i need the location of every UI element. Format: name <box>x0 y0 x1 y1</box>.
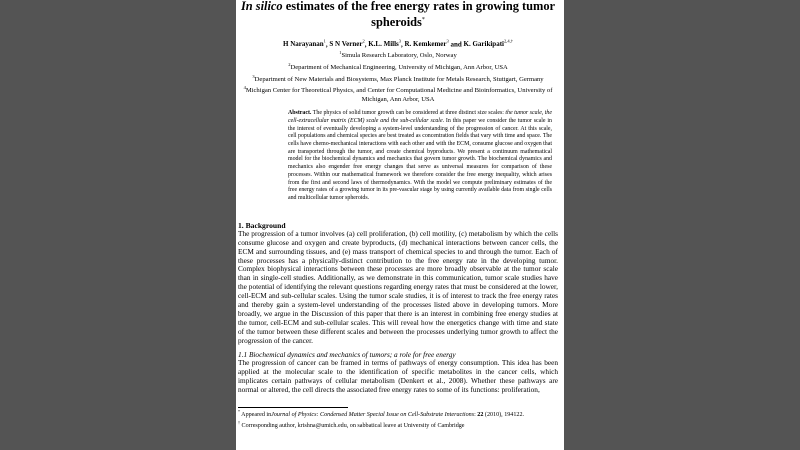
author-list: H Narayanan$^1$, S N Verner$^2$, K.L. Mills$^3$, R. Kemkemer$^3$ and K. Garikipati$^{2,4,\dagger}$ <box>283 39 513 49</box>
author: S N Verner$^2$ <box>329 39 365 49</box>
title-italic: In silico <box>240 0 283 13</box>
document-page <box>236 0 564 450</box>
abstract: Abstract. The physics of solid tumor growth can be considered at three distinct size scales: the tumor scale, the cell-extracellular matrix (ECM) scale and the sub-cellular scale. In this paper we consider the tumor scale in the interest of eventually developing a system-level understanding of the progression of cancer. At this scale, cell populations and chemical species are best treated as concentration fields that vary with time and space. The cells have chemo-mechanical interactions with each other and with the ECM, consume glucose and oxygen that are transported through the tumor, and create chemical byproducts. We present a continuum mathematical model for the biochemical dynamics and mechanics that govern tumor growth. The biochemical dynamics and mechanics also engender free energy changes that serve as universal measures for comparison of these processes. Within our mathematical framework we therefore consider the free energy inequality, which arises from the first and second laws of thermodynamics. With the model we compute preliminary estimates of the free energy rates of a growing tumor in its pre-vascular stage by using currently available data from single cells and multicellular tumor spheroids. <box>288 110 552 201</box>
footnote: † Corresponding author, krishna@umich.edu, on sabbatical leave at University of Cambridge <box>238 420 465 430</box>
abstract-label: Abstract. <box>288 110 312 117</box>
body-paragraph: The progression of a tumor involves (a) cell proliferation, (b) cell motility, (c) metabolism by which the cells consume glucose and oxygen and create byproducts, (d) mechanical interactions between cancer cells, the ECM and surrounding tissues, and (e) mass transport of chemical species to and through the tumor. Each of these processes has a physically-distinct contribution to the free energy rate in the developing tumor. Complex biophysical interactions between these processes are more broadly observable at the tumor scale than in single-cell studies. Additionally, as we demonstrate in this communication, tumor scale studies have the potential of identifying the relevant questions regarding energy rates that must be considered at the lower, cell-ECM and sub-cellular scales. Using the tumor scale studies, it is of interest to track the free energy rates and thereby gain a system-level understanding of the processes listed above in developing tumors. More broadly, we argue in the Discussion of this paper that there is an interest in combining free energy studies at the tumor, cell-ECM and sub-cellular scales. This will reveal how the energetics change with time and state of the tumor between these different scales and between the processes underlying tumor growth to affect the progression of the cancer. <box>238 228 558 346</box>
author: R. Kemkemer$^3$ <box>404 39 449 49</box>
section-heading: 1. Background <box>238 220 286 230</box>
title-rest: estimates of the free energy rates in growing tumor spheroids <box>282 0 556 30</box>
footnote: * Appeared inJournal of Physics: Condensed Matter Special Issue on Cell-Substrate Interactions: 22 (2010), 194122. <box>238 408 525 418</box>
affiliation: $^1$Simula Research Laboratory, Oslo, Norway <box>339 50 457 60</box>
paper-title <box>238 0 558 29</box>
body-paragraph: The progression of cancer can be framed in terms of pathways of energy consumption. This idea has been applied at the molecular scale to the identification of specific metabolites in the cancer cells, which implicates certain pathways of cellular metabolism (Denkert et al., 2008). Whether these pathways are normal or altered, the cell directs the associated free energy rates to some of its functions: proliferation, <box>238 358 558 394</box>
affiliation: $^4$Michigan Center for Theoretical Physics, and Center for Computational Medicine and Bioinformatics, University of Michigan, Ann Arbor, USA <box>243 85 553 103</box>
author: K. Garikipati$^{2,4,\dagger}$ <box>463 39 513 49</box>
title-footnote-mark: * <box>421 17 425 23</box>
author: K.L. Mills$^3$ <box>368 39 401 49</box>
affiliation: $^3$Department of New Materials and Biosystems, Max Planck Institute for Metals Research, Stuttgart, Germany <box>252 73 544 83</box>
subsection-heading: 1.1 Biochemical dynamics and mechanics of tumors; a role for free energy <box>238 350 456 360</box>
author: H Narayanan$^1$ <box>283 39 326 49</box>
affiliation: $^2$Department of Mechanical Engineering, University of Michigan, Ann Arbor, USA <box>288 62 508 72</box>
